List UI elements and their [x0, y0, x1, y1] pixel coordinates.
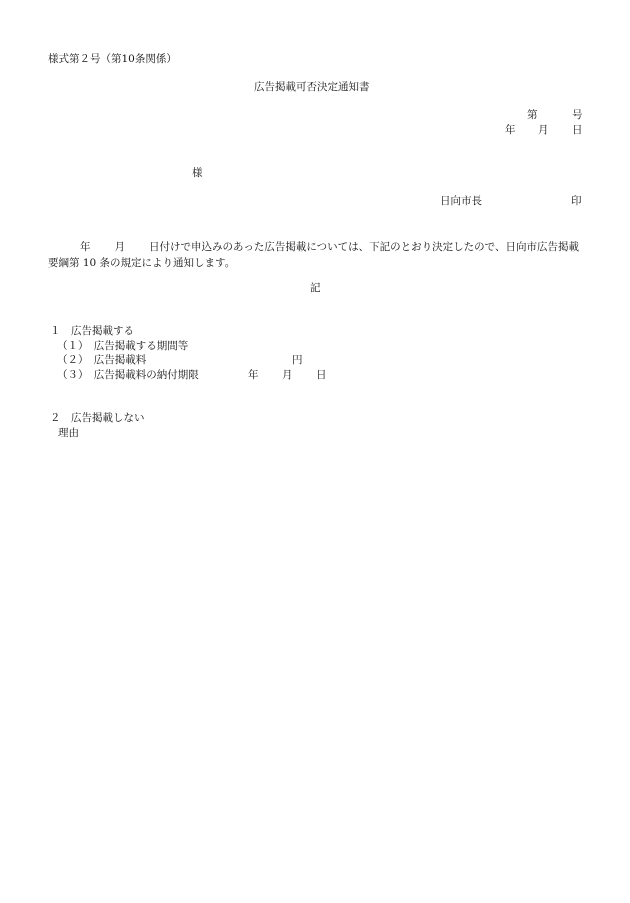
- section1-item3-day: 日: [316, 369, 327, 381]
- notification-body: [48, 239, 586, 271]
- section1-item3: （３） 広告掲載料の納付期限: [57, 369, 199, 381]
- doc-date-year: 年: [505, 124, 516, 136]
- section1-heading: １ 広告掲載する: [50, 325, 134, 337]
- body-year: 年: [80, 241, 91, 253]
- section1-item3-year: 年: [248, 369, 259, 381]
- body-month: 月: [114, 241, 125, 253]
- issuer-seal: 印: [571, 195, 582, 207]
- section2-heading: ２ 広告掲載しない: [50, 412, 145, 424]
- section1-item2: （２） 広告掲載料: [57, 354, 147, 366]
- doc-number-go: 号: [572, 109, 583, 121]
- section1-item2-unit: 円: [292, 354, 303, 366]
- body-text: 日付けで申込みのあった広告掲載については、下記のとおり決定したので、日向市広告掲載要綱第 10 条の規定により通知します。: [48, 241, 579, 269]
- doc-date-month: 月: [538, 124, 549, 136]
- doc-number-dai: 第: [527, 109, 538, 121]
- ki-heading: 記: [310, 282, 321, 294]
- section2-reason-label: 理由: [58, 427, 79, 439]
- form-number: 様式第２号（第10条関係）: [48, 53, 177, 65]
- section1-item1: （１） 広告掲載する期間等: [57, 340, 189, 352]
- document-title: 広告掲載可否決定通知書: [254, 81, 370, 93]
- recipient-suffix: 様: [192, 167, 203, 179]
- doc-date-day: 日: [572, 124, 583, 136]
- issuer-name: 日向市長: [440, 195, 482, 207]
- section1-item3-month: 月: [282, 369, 293, 381]
